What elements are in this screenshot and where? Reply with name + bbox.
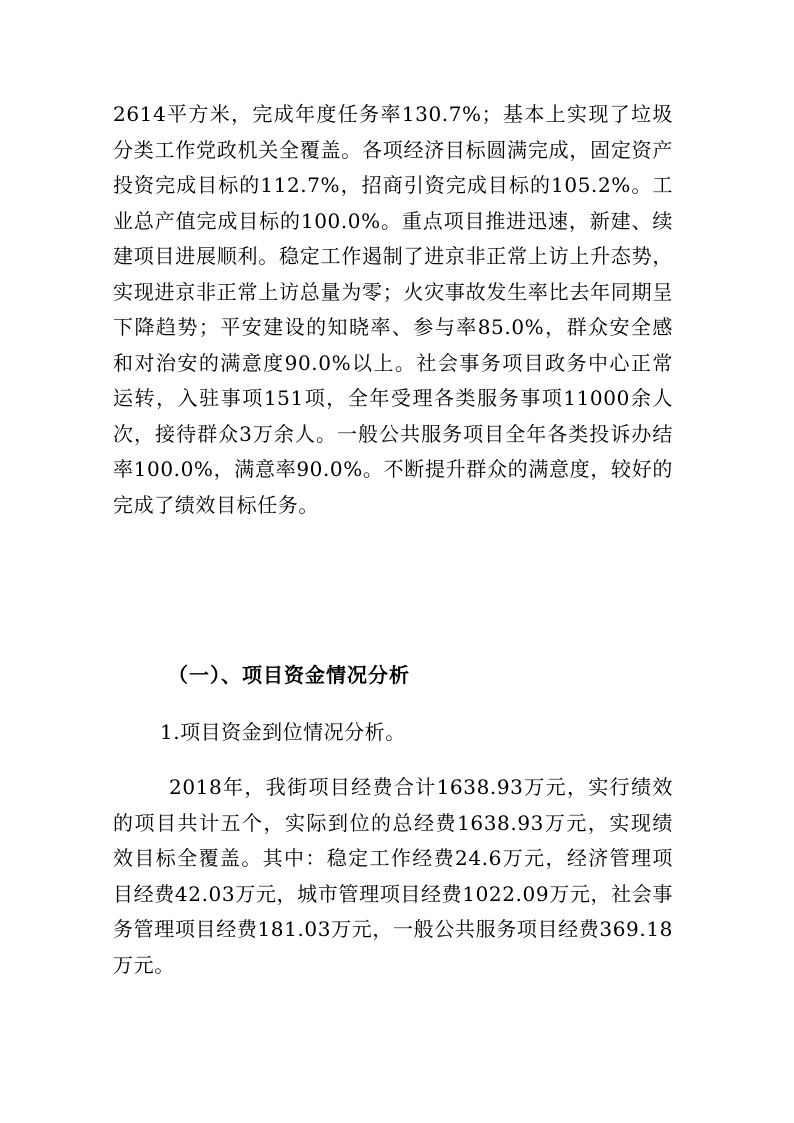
body-paragraph-fund-details: 2018年，我街项目经费合计1638.93万元，实行绩效的项目共计五个，实际到位的总经费1638.93万元，实现绩效目标全覆盖。其中：稳定工作经费24.6万元，经济管理项目经费42.03万元，城市管理项目经费1022.09万元，社会事务管理项目经费181.03万元，一般公共服务项目经费369.18万元。	[113, 775, 673, 977]
body-paragraph-performance-summary: 2614平方米，完成年度任务率130.7%；基本上实现了垃圾分类工作党政机关全覆盖。各项经济目标圆满完成，固定资产投资完成目标的112.7%，招商引资完成目标的105.2%。工业总产值完成目标的100.0%。重点项目推进迅速，新建、续建项目进展顺利。稳定工作遏制了进京非正常上访上升态势，实现进京非正常上访总量为零；火灾事故发生率比去年同期呈下降趋势；平安建设的知晓率、参与率85.0%，群众安全感和对治安的满意度90.0%以上。社会事务项目政务中心正常运转，入驻事项151项，全年受理各类服务事项11000余人次，接待群众3万余人。一般公共服务项目全年各类投诉办结率100.0%，满意率90.0%。不断提升群众的满意度，较好的完成了绩效目标任务。	[113, 102, 673, 517]
section-heading-fund-analysis: （一）、项目资金情况分析	[168, 663, 410, 687]
subsection-heading-fund-arrival: 1.项目资金到位情况分析。	[160, 720, 406, 744]
